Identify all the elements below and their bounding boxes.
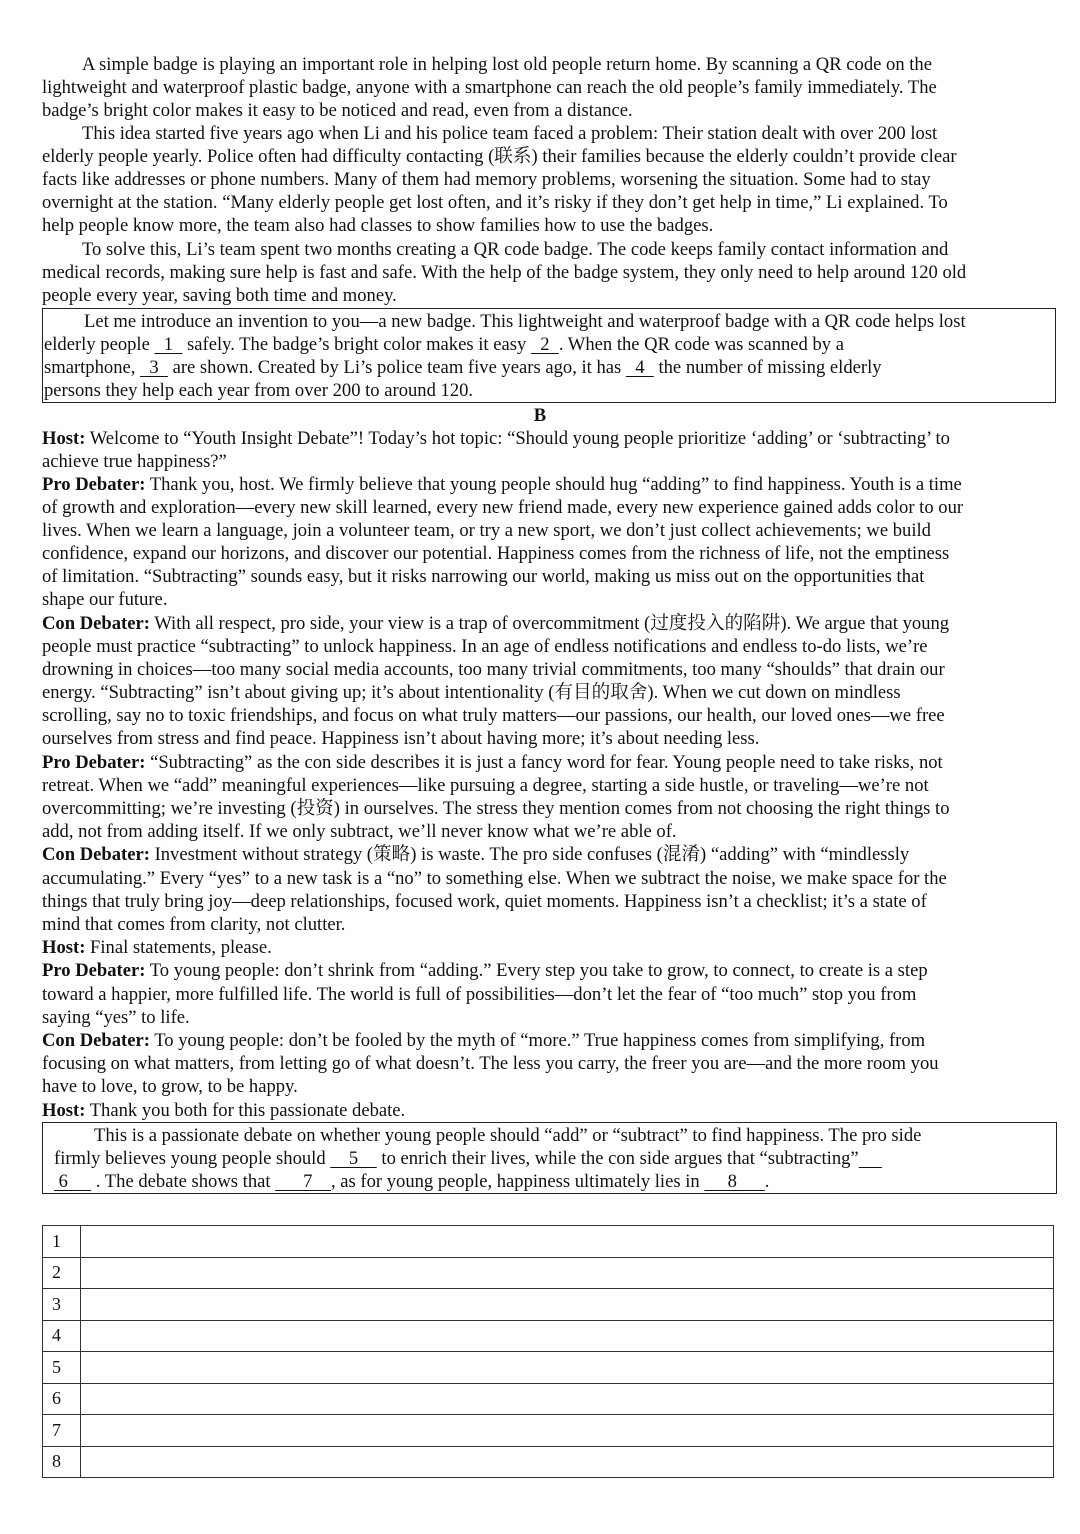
debate-line <box>42 959 1052 982</box>
summary-b-text: to enrich their lives, while the con side argues that “subtracting” <box>376 1148 859 1169</box>
debate-line: accumulating.” Every “yes” to a new task is a “no” to something else. When we subtract the noise, we make space for the <box>42 868 947 889</box>
debate-line: drowning in choices—too many social media accounts, too many trivial commitments, too many “shoulds” that drain our <box>42 659 945 680</box>
debate-text: To young people: don’t be fooled by the myth of “more.” True happiness comes from simplifying, from <box>149 1030 926 1051</box>
passage-a-line: A simple badge is playing an important role in helping lost old people return home. By scanning a QR code on the <box>82 54 932 75</box>
answer-cell[interactable] <box>81 1446 1054 1478</box>
answer-row <box>43 1415 1054 1447</box>
debate-text: With all respect, pro side, your view is a trap of overcommitment (过度投入的陷阱). We argue that young <box>149 613 950 634</box>
debate-line: of limitation. “Subtracting” sounds easy, but it risks narrowing our world, making us miss out on the opportunities that <box>42 566 925 587</box>
section-b-label: B <box>533 405 547 426</box>
summary-a-line: Let me introduce an invention to you—a new badge. This lightweight and waterproof badge with a QR code helps lost <box>84 311 966 332</box>
answer-row <box>43 1289 1054 1321</box>
debate-line: overcommitting; we’re investing (投资) in ourselves. The stress they mention comes from not choosing the right things to <box>42 798 950 819</box>
summary-a-text: safely. The badge’s bright color makes it easy <box>182 334 531 355</box>
debate-line: ourselves from stress and find peace. Happiness isn’t about having more; it’s about needing less. <box>42 728 760 749</box>
summary-b-line <box>54 1147 882 1170</box>
answer-number: 4 <box>43 1320 81 1352</box>
debate-text: Investment without strategy (策略) is waste. The pro side confuses (混淆) “adding” with “mindlessly <box>149 844 910 865</box>
summary-b-text: . <box>764 1171 770 1192</box>
answer-number: 6 <box>43 1383 81 1415</box>
speaker-con: Con Debater: <box>42 613 150 634</box>
answer-row <box>43 1446 1054 1478</box>
summary-a-text: . When the QR code was scanned by a <box>558 334 845 355</box>
passage-a-line: lightweight and waterproof plastic badge, anyone with a smartphone can reach the old people’s family immediately. The <box>42 77 937 98</box>
debate-line <box>42 843 1052 866</box>
debate-text: Thank you, host. We firmly believe that young people should hug “adding” to find happiness. Youth is a time <box>145 474 962 495</box>
answer-cell[interactable] <box>81 1226 1054 1258</box>
answer-row <box>43 1257 1054 1289</box>
passage-a-line: facts like addresses or phone numbers. Many of them had memory problems, worsening the situation. Some had to stay <box>42 169 931 190</box>
debate-line <box>42 1099 1052 1122</box>
debate-line <box>42 612 1052 635</box>
debate-line <box>42 473 1052 496</box>
passage-a-line: elderly people yearly. Police often had difficulty contacting (联系) their families because the elderly couldn’t provide clear <box>42 146 957 167</box>
debate-line: lives. When we learn a language, join a volunteer team, or try a new sport, we don’t just collect achievements; we build <box>42 520 931 541</box>
answer-cell[interactable] <box>81 1415 1054 1447</box>
summary-a-text: are shown. Created by Li’s police team five years ago, it has <box>167 357 626 378</box>
answer-cell[interactable] <box>81 1352 1054 1384</box>
summary-a-line: persons they help each year from over 200 to around 120. <box>44 380 474 401</box>
answer-number: 3 <box>43 1289 81 1321</box>
summary-a-line <box>44 356 882 379</box>
answer-cell[interactable] <box>81 1383 1054 1415</box>
speaker-host: Host: <box>42 937 86 958</box>
debate-line <box>42 1029 1052 1052</box>
blank-6: 6 <box>54 1171 92 1192</box>
debate-line: add, not from adding itself. If we only subtract, we’ll never know what we’re able of. <box>42 821 677 842</box>
answer-row <box>43 1226 1054 1258</box>
passage-a-line: overnight at the station. “Many elderly people get lost often, and it’s risky if they don’t get help in time,” Li explained. To <box>42 192 948 213</box>
debate-line: of growth and exploration—every new skill learned, every new friend made, every new experience gained adds color to our <box>42 497 964 518</box>
passage-a-line: badge’s bright color makes it easy to be noticed and read, even from a distance. <box>42 100 633 121</box>
debate-line: have to love, to grow, to be happy. <box>42 1076 298 1097</box>
summary-b-text: firmly believes young people should <box>54 1148 331 1169</box>
answer-number: 2 <box>43 1257 81 1289</box>
debate-text: To young people: don’t shrink from “adding.” Every step you take to grow, to connect, to create is a step <box>145 960 928 981</box>
debate-text: “Subtracting” as the con side describes it is just a fancy word for fear. Young people need to take risks, not <box>145 752 943 773</box>
answer-cell[interactable] <box>81 1320 1054 1352</box>
debate-text: Welcome to “Youth Insight Debate”! Today’s hot topic: “Should young people prioritize ‘adding’ or ‘subtracting’ to <box>85 428 950 449</box>
blank-8: 8 <box>704 1171 765 1192</box>
answer-row <box>43 1383 1054 1415</box>
speaker-pro: Pro Debater: <box>42 752 146 773</box>
debate-text: Thank you both for this passionate debate. <box>85 1100 406 1121</box>
answer-row <box>43 1320 1054 1352</box>
debate-line: confidence, expand our horizons, and discover our potential. Happiness comes from the richness of life, not the emptiness <box>42 543 950 564</box>
summary-b-line <box>54 1170 769 1193</box>
summary-b-text: . The debate shows that <box>91 1171 276 1192</box>
passage-a-line: To solve this, Li’s team spent two months creating a QR code badge. The code keeps family contact information and <box>82 239 949 260</box>
speaker-con: Con Debater: <box>42 1030 150 1051</box>
passage-a-line: medical records, making sure help is fast and safe. With the help of the badge system, they only need to help around 120 old <box>42 262 967 283</box>
summary-a-text: elderly people <box>44 334 155 355</box>
blank-4: 4 <box>625 357 654 378</box>
blank-1: 1 <box>154 334 183 355</box>
debate-line: things that truly bring joy—deep relationships, focused work, quiet moments. Happiness isn’t a checklist; it’s a state of <box>42 891 927 912</box>
speaker-pro: Pro Debater: <box>42 474 146 495</box>
debate-line <box>42 427 1052 450</box>
speaker-con: Con Debater: <box>42 844 150 865</box>
answer-number: 8 <box>43 1446 81 1478</box>
answer-table <box>42 1225 1054 1478</box>
summary-a-text: smartphone, <box>44 357 141 378</box>
answer-row <box>43 1352 1054 1384</box>
debate-line: retreat. When we “add” meaningful experiences—like pursuing a degree, starting a side hustle, or traveling—we’re not <box>42 775 929 796</box>
answer-cell[interactable] <box>81 1257 1054 1289</box>
debate-line: scrolling, say no to toxic friendships, and focus on what truly matters—our passions, our health, our loved ones—we free <box>42 705 945 726</box>
debate-text: Final statements, please. <box>85 937 272 958</box>
answer-cell[interactable] <box>81 1289 1054 1321</box>
speaker-pro: Pro Debater: <box>42 960 146 981</box>
speaker-host: Host: <box>42 1100 86 1121</box>
passage-a-line: help people know more, the team also had classes to show families how to use the badges. <box>42 215 714 236</box>
debate-line: focusing on what matters, from letting go of what doesn’t. The less you carry, the freer you are—and the more room you <box>42 1053 939 1074</box>
debate-line: saying “yes” to life. <box>42 1007 190 1028</box>
blank-7: 7 <box>275 1171 331 1192</box>
summary-b-text: , as for young people, happiness ultimately lies in <box>330 1171 705 1192</box>
blank-2: 2 <box>530 334 559 355</box>
answer-number: 5 <box>43 1352 81 1384</box>
summary-a-text: the number of missing elderly <box>653 357 882 378</box>
debate-line <box>42 751 1052 774</box>
answer-number: 1 <box>43 1226 81 1258</box>
debate-line: people must practice “subtracting” to unlock happiness. In an age of endless notifications and endless to-do lists, we’re <box>42 636 928 657</box>
answer-number: 7 <box>43 1415 81 1447</box>
passage-a-line: people every year, saving both time and money. <box>42 285 397 306</box>
blank-3: 3 <box>140 357 168 378</box>
debate-line <box>42 936 1052 959</box>
summary-a-line <box>44 333 844 356</box>
debate-line: mind that comes from clarity, not clutter. <box>42 914 346 935</box>
passage-a-line: This idea started five years ago when Li and his police team faced a problem: Their station dealt with over 200 lost <box>82 123 938 144</box>
blank-6-lead <box>859 1148 882 1169</box>
debate-line: energy. “Subtracting” isn’t about giving up; it’s about intentionality (有目的取舍). When we cut down on mindless <box>42 682 901 703</box>
blank-5: 5 <box>330 1148 377 1169</box>
debate-line: shape our future. <box>42 589 168 610</box>
debate-line: toward a happier, more fulfilled life. The world is full of possibilities—don’t let the fear of “too much” stop you from <box>42 984 917 1005</box>
debate-line: achieve true happiness?” <box>42 451 227 472</box>
summary-b-line: This is a passionate debate on whether young people should “add” or “subtract” to find happiness. The pro side <box>94 1125 922 1146</box>
speaker-host: Host: <box>42 428 86 449</box>
